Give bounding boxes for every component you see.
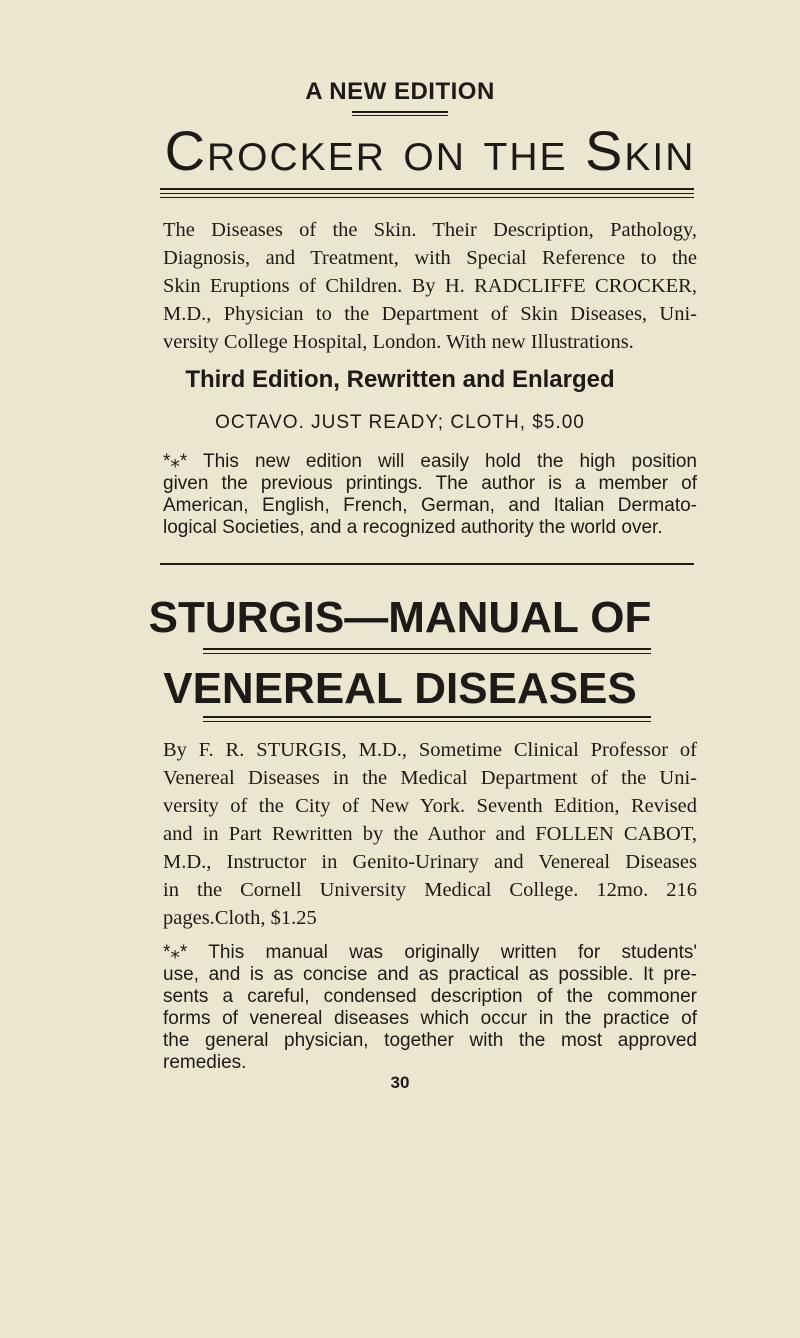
sturgis-heading-line1: STURGIS—MANUAL OF — [148, 593, 652, 642]
sturgis-note — [163, 942, 697, 1074]
description-line: versity College Hospital, London. With new Illustrations. — [163, 331, 634, 353]
description-line-with-author — [163, 820, 697, 848]
sturgis-description — [163, 736, 697, 932]
sturgis-heading-rule — [203, 648, 651, 650]
sturgis-price: Cloth, $1.25 — [214, 907, 317, 929]
sturgis-heading-rule — [203, 716, 651, 718]
description-text: Sometime Clinical Professor of — [418, 739, 697, 761]
crocker-title-rule — [160, 193, 694, 194]
note-line: use, and is as concise and as practical as possible. It pre- — [163, 964, 697, 985]
note-line: sents a careful, condensed description of the commoner — [163, 986, 697, 1007]
section-divider — [160, 563, 694, 565]
note-line: *⁎* This manual was originally written for students' — [163, 942, 697, 963]
note-line: given the previous printings. The author is a member of — [163, 473, 697, 494]
description-line-with-author — [163, 736, 697, 764]
author-name: STURGIS, M.D., — [256, 739, 408, 761]
note-line: logical Societies, and a recognized authority the world over. — [163, 517, 663, 538]
crocker-price-line: OCTAVO. JUST READY; CLOTH, $5.00 — [215, 412, 585, 433]
description-text: Skin Eruptions of Children. By H. — [163, 275, 465, 297]
description-text: and in Part Rewritten by the Author and — [163, 823, 526, 845]
edition-label: A NEW EDITION — [305, 78, 495, 105]
crocker-title-rule — [160, 188, 694, 190]
note-line: remedies. — [163, 1052, 247, 1073]
edition-underline — [352, 111, 448, 113]
crocker-title: Crocker on the Skin — [164, 119, 696, 182]
sturgis-heading-rule — [203, 653, 651, 654]
note-line: forms of venereal diseases which occur in the practice of — [163, 1008, 697, 1029]
edition-underline — [352, 115, 448, 116]
author-name: RADCLIFFE CROCKER, — [474, 275, 697, 297]
crocker-note — [163, 451, 697, 539]
description-line: versity of the City of New York. Seventh Edition, Revised — [163, 795, 697, 817]
description-line: Venereal Diseases in the Medical Department of the Uni- — [163, 767, 697, 789]
sturgis-heading-line2: VENEREAL DISEASES — [163, 664, 637, 713]
crocker-title-rule — [160, 197, 694, 198]
page-number: 30 — [390, 1073, 410, 1092]
sturgis-price-row — [163, 904, 697, 932]
sturgis-heading-rule — [203, 721, 651, 722]
description-line-with-author — [163, 272, 697, 300]
description-line: M.D., Physician to the Department of Skin Diseases, Uni- — [163, 303, 697, 325]
note-line: *⁎* This new edition will easily hold the high position — [163, 451, 697, 472]
note-line: American, English, French, German, and Italian Dermato- — [163, 495, 697, 516]
note-line: the general physician, together with the most approved — [163, 1030, 697, 1051]
description-line: in the Cornell University Medical College. 12mo. 216 — [163, 879, 697, 901]
description-line: M.D., Instructor in Genito-Urinary and Venereal Diseases — [163, 851, 697, 873]
description-text: By F. R. — [163, 739, 245, 761]
edition-headline: Third Edition, Rewritten and Enlarged — [185, 366, 615, 393]
description-line: The Diseases of the Skin. Their Description, Pathology, — [163, 219, 697, 241]
pages-label: pages. — [163, 907, 215, 929]
author-name: FOLLEN CABOT, — [535, 823, 697, 845]
description-line: Diagnosis, and Treatment, with Special Reference to the — [163, 247, 697, 269]
crocker-description — [163, 216, 697, 356]
